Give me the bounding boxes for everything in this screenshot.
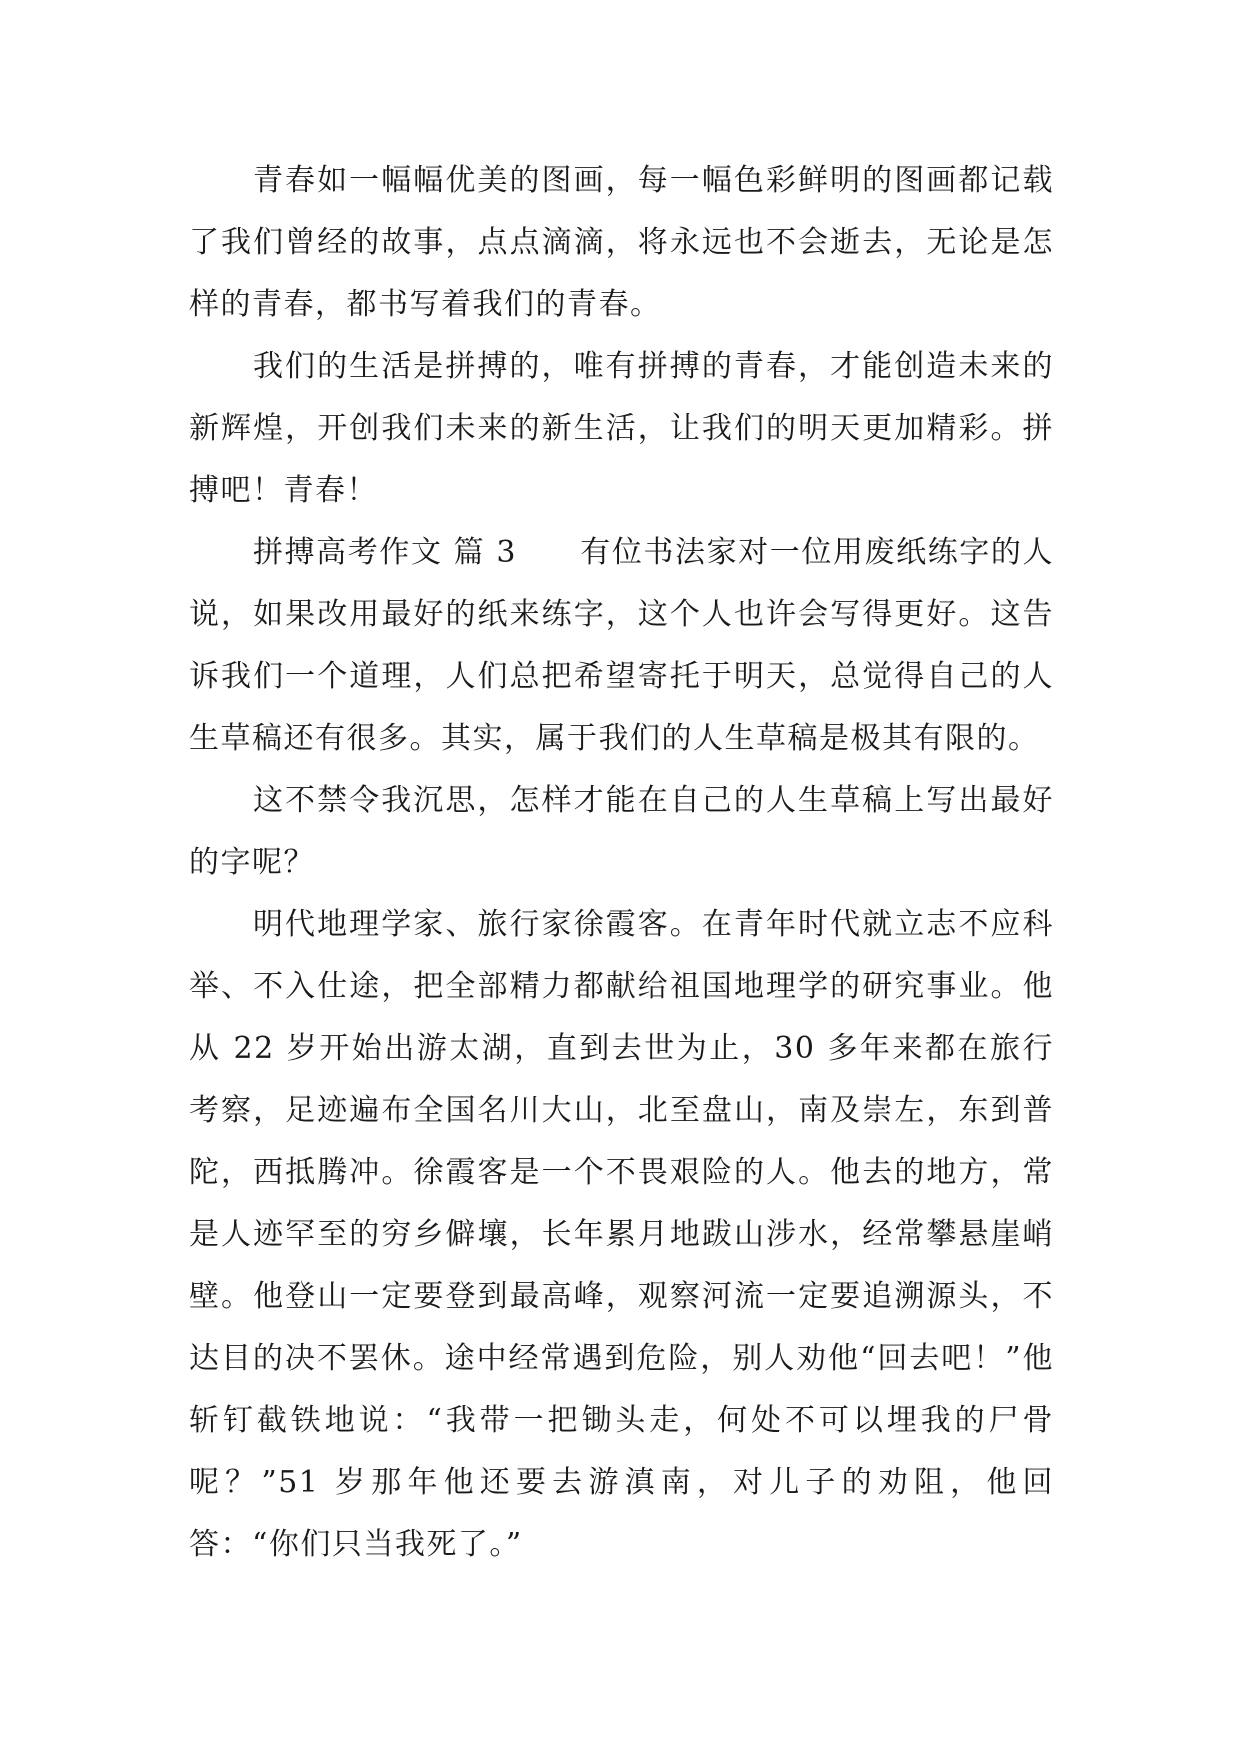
paragraph-2: 我们的生活是拼搏的，唯有拼搏的青春，才能创造未来的新辉煌，开创我们未来的新生活，让我们的明天更加精彩。拼搏吧！青春！ <box>189 349 1054 508</box>
paragraph-4: 这不禁令我沉思，怎样才能在自己的人生草稿上写出最好的字呢？ <box>189 783 1054 880</box>
paragraph-1: 青春如一幅幅优美的图画，每一幅色彩鲜明的图画都记载了我们曾经的故事，点点滴滴，将永远也不会逝去，无论是怎样的青春，都书写着我们的青春。 <box>189 163 1054 322</box>
document-body <box>189 150 1054 1576</box>
paragraph-5: 明代地理学家、旅行家徐霞客。在青年时代就立志不应科举、不入仕途，把全部精力都献给祖国地理学的研究事业。他从 22 岁开始出游太湖，直到去世为止，30 多年来都在旅行考察，足迹遍布全国名川大山，北至盘山，南及崇左，东到普陀，西抵腾冲。徐霞客是一个不畏艰险的人。他去的地方，常是人迹罕至的穷乡僻壤，长年累月地跋山涉水，经常攀悬崖峭壁。他登山一定要登到最高峰，观察河流一定要追溯源头，不达目的决不罢休。途中经常遇到危险，别人劝他“回去吧！”他斩钉截铁地说：“我带一把锄头走，何处不可以埋我的尸骨呢？”51 岁那年他还要去游滇南，对儿子的劝阻，他回答：“你们只当我死了。” <box>189 907 1054 1562</box>
paragraph-3: 拼搏高考作文 篇 3 有位书法家对一位用废纸练字的人说，如果改用最好的纸来练字，这个人也许会写得更好。这告诉我们一个道理，人们总把希望寄托于明天，总觉得自己的人生草稿还有很多。其实，属于我们的人生草稿是极其有限的。 <box>189 535 1054 756</box>
